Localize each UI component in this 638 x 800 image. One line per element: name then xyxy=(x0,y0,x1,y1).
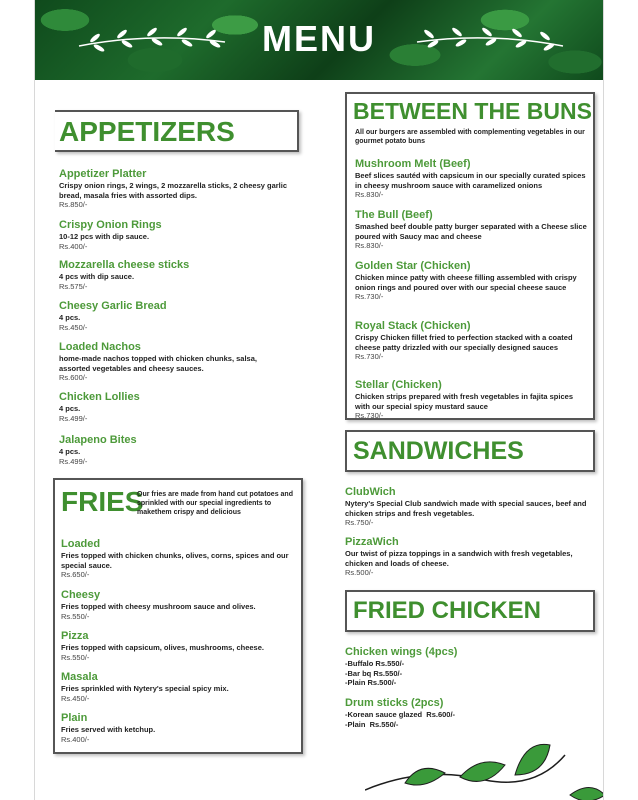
item-price: Rs.499/- xyxy=(59,456,88,466)
list-item xyxy=(59,168,289,210)
item-description: Fries topped with cheesy mushroom sauce and olives. xyxy=(61,602,256,611)
item-price: Rs.830/- xyxy=(355,190,384,199)
item-price: Rs.730/- xyxy=(355,411,384,420)
item-description: Beef slices sautéd with capsicum in our specially curated spices in cheesy mushroom sauce with caramelized onions xyxy=(355,171,586,190)
item-name: Chicken wings (4pcs) xyxy=(345,646,458,658)
item-description: Smashed beef double patty burger separated with a Cheese slice poured with Saucy mac and cheese xyxy=(355,222,587,241)
item-name: Mozzarella cheese sticks xyxy=(59,259,190,271)
item-price: Rs.750/- xyxy=(345,518,374,527)
item-option: -Plain Rs.500/- xyxy=(345,678,397,687)
item-name: Pizza xyxy=(61,630,89,642)
list-item xyxy=(59,219,289,251)
item-description: home-made nachos topped with chicken chunks, salsa, assorted vegetables and cheesy sauces. xyxy=(59,354,257,373)
item-price: Rs.850/- xyxy=(59,200,88,209)
list-item xyxy=(345,536,591,578)
list-item xyxy=(61,589,295,621)
item-name: Golden Star (Chicken) xyxy=(355,260,471,272)
list-item xyxy=(355,158,589,200)
item-name: Drum sticks (2pcs) xyxy=(345,697,444,709)
item-name: Masala xyxy=(61,671,98,683)
item-description: Crispy onion rings, 2 wings, 2 mozzarella sticks, 2 cheesy garlic bread, masala fries with assorted dips. xyxy=(59,181,288,200)
list-item xyxy=(59,391,289,423)
item-description: 4 pcs. xyxy=(59,404,81,413)
list-item xyxy=(355,320,589,362)
item-price: Rs.730/- xyxy=(355,292,384,301)
fries-intro: Our fries are made from hand cut potatoes and sprinkled with our special ingredients to makethem crispy and delicious xyxy=(137,491,293,516)
item-price: Rs.600/- xyxy=(59,373,88,382)
item-name: Cheesy xyxy=(61,589,101,601)
appetizers-heading: APPETIZERS xyxy=(59,116,235,147)
fried-chicken-heading: FRIED CHICKEN xyxy=(353,597,542,624)
leaves-icon xyxy=(365,735,603,800)
item-option: -Plain Rs.550/- xyxy=(345,719,399,729)
item-price: Rs.400/- xyxy=(61,734,90,744)
list-item xyxy=(59,300,289,332)
item-description: 4 pcs with dip sauce. xyxy=(59,272,135,281)
item-name: Chicken Lollies xyxy=(59,391,140,403)
appetizers-heading-box xyxy=(55,110,299,152)
item-name: Jalapeno Bites xyxy=(59,434,137,446)
buns-intro: All our burgers are assembled with complementing vegetables in our gourmet potato buns xyxy=(355,129,585,145)
item-description: Crispy Chicken fillet fried to perfection stacked with a coated cheese patty drizzled with our specially designed sauces xyxy=(355,333,573,352)
fried-chicken-heading-box xyxy=(345,590,595,632)
item-name: ClubWich xyxy=(345,486,396,498)
item-price: Rs.400/- xyxy=(59,241,88,251)
item-price: Rs.450/- xyxy=(59,322,88,332)
item-price: Rs.450/- xyxy=(61,693,90,703)
list-item xyxy=(345,486,591,528)
menu-banner xyxy=(35,0,603,80)
item-option: -Korean sauce glazed Rs.600/- xyxy=(345,710,456,719)
item-description: Fries served with ketchup. xyxy=(61,725,156,734)
item-name: Royal Stack (Chicken) xyxy=(355,320,471,332)
item-price: Rs.830/- xyxy=(355,241,384,250)
item-name: The Bull (Beef) xyxy=(355,209,433,221)
fries-box xyxy=(53,478,303,754)
buns-box xyxy=(345,92,595,420)
list-item xyxy=(61,538,295,580)
item-description: Our twist of pizza toppings in a sandwich with fresh vegetables, chicken and loads of cheese. xyxy=(345,549,573,568)
item-name: Loaded xyxy=(61,538,101,550)
item-name: Cheesy Garlic Bread xyxy=(59,300,167,312)
list-item xyxy=(61,712,295,744)
list-item xyxy=(355,260,589,302)
item-name: Appetizer Platter xyxy=(59,168,147,180)
menu-title: MENU xyxy=(262,18,376,59)
item-price: Rs.550/- xyxy=(61,611,90,621)
item-description: Fries sprinkled with Nytery's special spicy mix. xyxy=(61,684,229,693)
list-item xyxy=(345,646,591,688)
item-name: Mushroom Melt (Beef) xyxy=(355,158,471,170)
sandwiches-heading: SANDWICHES xyxy=(353,437,524,465)
item-description: Chicken strips prepared with fresh vegetables in fajita spices with our special spicy mustard sauce xyxy=(355,392,573,411)
item-name: Crispy Onion Rings xyxy=(59,219,162,231)
item-price: Rs.650/- xyxy=(61,570,90,579)
item-option: -Bar bq Rs.550/- xyxy=(345,668,403,678)
menu-page xyxy=(35,0,603,800)
item-description: 10-12 pcs with dip sauce. xyxy=(59,232,150,241)
item-price: Rs.550/- xyxy=(61,652,90,662)
item-price: Rs.500/- xyxy=(345,568,374,577)
item-option: -Buffalo Rs.550/- xyxy=(345,659,405,668)
list-item xyxy=(355,209,589,251)
item-description: 4 pcs. xyxy=(59,313,81,322)
item-name: Stellar (Chicken) xyxy=(355,379,442,391)
item-description: Chicken mince patty with cheese filling assembled with crispy onion rings and poured over with our special cheese sauce xyxy=(355,273,577,292)
item-name: Plain xyxy=(61,712,88,724)
fries-heading: FRIES xyxy=(61,486,144,517)
list-item xyxy=(61,630,295,662)
item-description: 4 pcs. xyxy=(59,447,81,456)
vine-right-icon xyxy=(415,24,565,54)
buns-heading: BETWEEN THE BUNS xyxy=(353,98,592,124)
list-item xyxy=(59,259,289,291)
list-item xyxy=(59,341,289,383)
item-price: Rs.730/- xyxy=(355,352,384,361)
item-description: Fries topped with chicken chunks, olives, corns, spices and our special sauce. xyxy=(61,551,289,570)
list-item xyxy=(355,379,589,421)
item-price: Rs.499/- xyxy=(59,413,88,423)
item-description: Fries topped with capsicum, olives, mushrooms, cheese. xyxy=(61,643,264,652)
list-item xyxy=(59,434,289,466)
item-name: PizzaWich xyxy=(345,536,399,548)
item-price: Rs.575/- xyxy=(59,281,88,291)
item-description: Nytery's Special Club sandwich made with special sauces, beef and chicken strips and fresh vegetables. xyxy=(345,499,587,518)
item-name: Loaded Nachos xyxy=(59,341,141,353)
sandwiches-heading-box xyxy=(345,430,595,472)
list-item xyxy=(61,671,295,703)
list-item xyxy=(345,697,591,729)
